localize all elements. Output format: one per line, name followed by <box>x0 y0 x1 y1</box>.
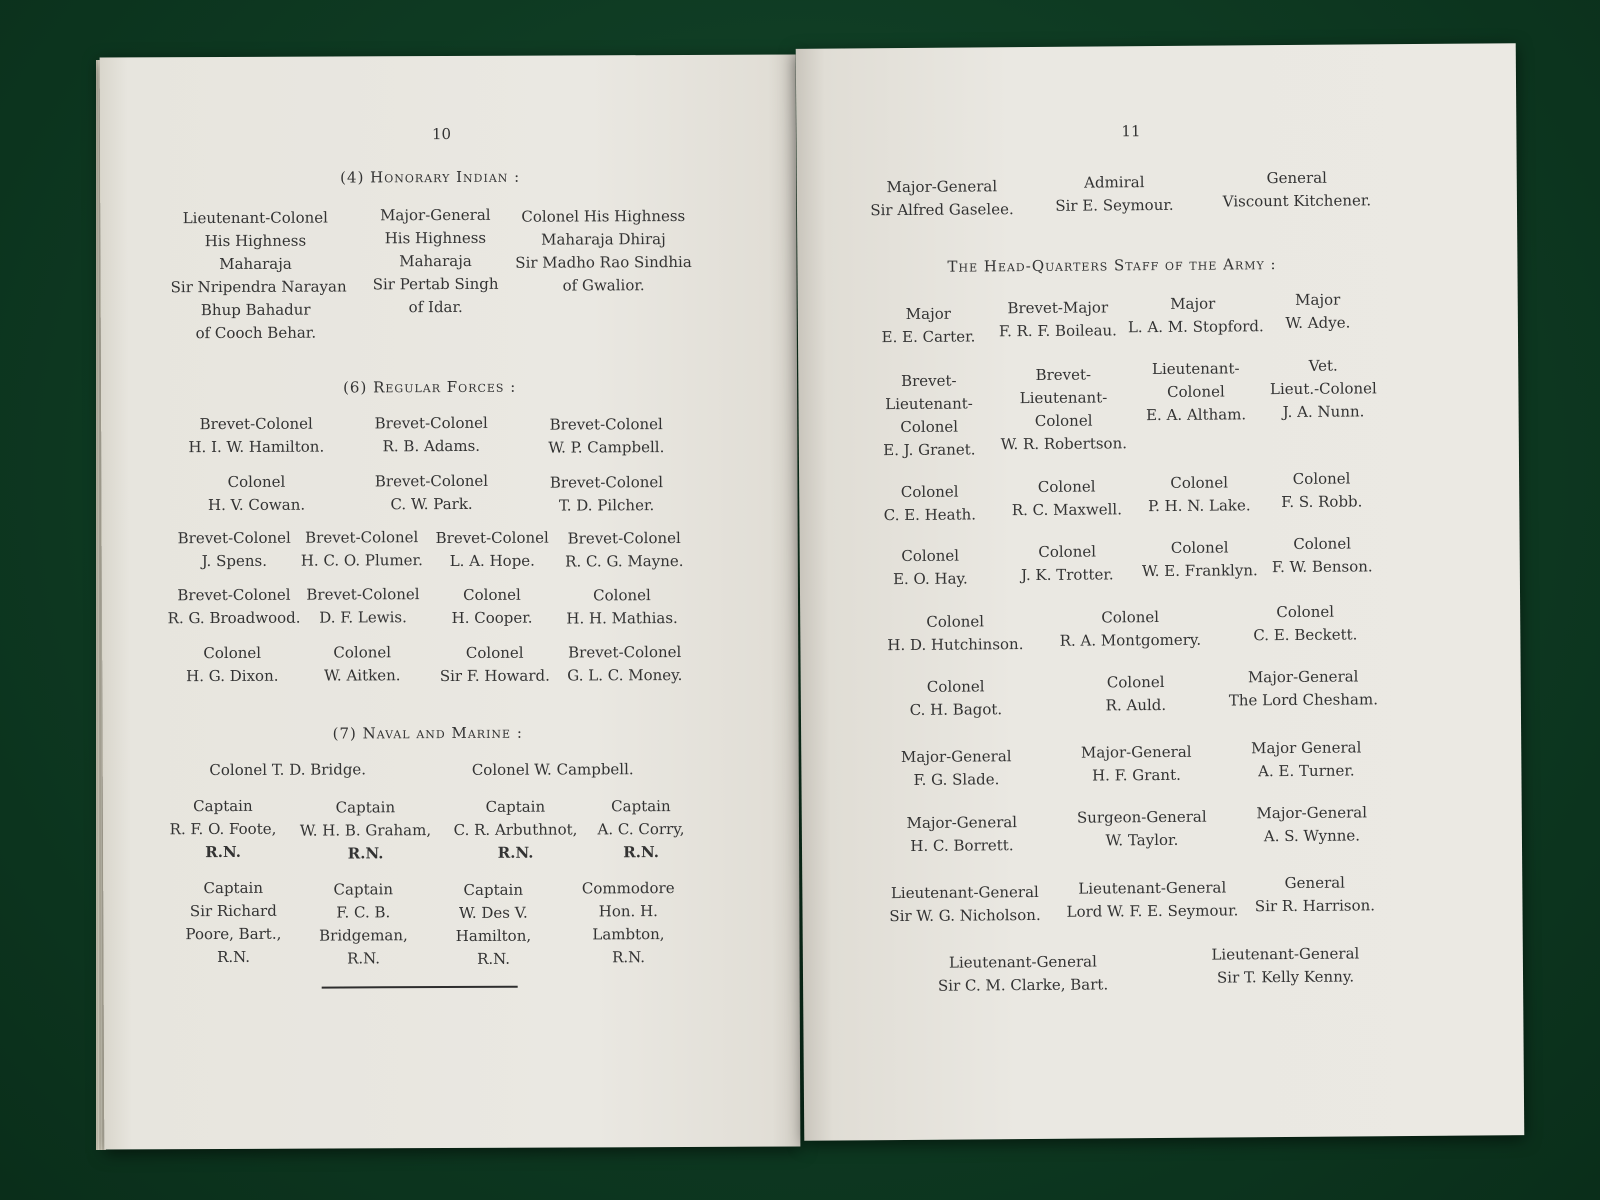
entry-naval: Colonel W. Campbell. <box>471 760 634 779</box>
end-rule <box>322 986 518 989</box>
entry-naval: Captain R. F. O. Foote, R.N. <box>169 796 277 862</box>
entry-regular: Brevet-Colonel T. D. Pilcher. <box>549 473 664 515</box>
entry-hq: Lieutenant-General Sir T. Kelly Kenny. <box>1211 944 1360 987</box>
entry-hq: Colonel R. Auld. <box>1105 672 1167 715</box>
section-honorary-indian-title: (4) Honorary Indian : <box>340 167 521 187</box>
left-page <box>100 54 801 1149</box>
right-page <box>796 43 1525 1141</box>
entry-regular: Brevet-Colonel W. P. Campbell. <box>548 415 665 457</box>
entry-hq: General Sir R. Harrison. <box>1254 873 1376 916</box>
entry-naval: Captain W. H. B. Graham, R.N. <box>299 798 432 863</box>
entry-regular: Brevet-Colonel C. W. Park. <box>374 471 489 514</box>
entry-regular: Colonel H. Cooper. <box>451 585 533 627</box>
entry-honorary-1: Lieutenant-Colonel His Highness Maharaja Sir Nripendra Narayan Bhup Bahadur of Cooch Behar. <box>170 208 347 343</box>
entry-naval: Commodore Hon. H. Lambton, R.N. <box>581 879 675 967</box>
entry-naval: Captain Sir Richard Poore, Bart., R.N. <box>185 878 282 967</box>
entry-regular: Brevet-Colonel H. I. W. Hamilton. <box>188 414 325 457</box>
entry-regular: Colonel H. V. Cowan. <box>207 472 306 515</box>
entry-naval: Colonel T. D. Bridge. <box>209 760 367 780</box>
entry-hq: Major-General A. S. Wynne. <box>1256 803 1368 846</box>
entry-hq: Lieutenant-General Lord W. F. E. Seymour. <box>1066 878 1239 921</box>
entry-hq: Colonel W. E. Franklyn. <box>1141 538 1258 581</box>
entry-hq: Major General A. E. Turner. <box>1251 738 1362 781</box>
entry-regular: Colonel W. Aitken. <box>324 643 401 685</box>
entry-regular: Colonel H. G. Dixon. <box>186 643 279 686</box>
entry-hq: Colonel R. C. Maxwell. <box>1011 477 1122 520</box>
entry-hq: Major-General F. G. Slade. <box>900 747 1012 789</box>
entry-naval: Captain F. C. B. Bridgeman, R.N. <box>319 880 408 968</box>
entry-top: General Viscount Kitchener. <box>1222 168 1372 211</box>
entry-top: Admiral Sir E. Seymour. <box>1055 173 1174 215</box>
entry-hq: Brevet-Major F. R. F. Boileau. <box>998 298 1117 341</box>
entry-hq: Colonel C. H. Bagot. <box>909 677 1003 719</box>
entry-hq: Lieutenant-General Sir C. M. Clarke, Bart. <box>937 952 1109 995</box>
entry-hq: Surgeon-General W. Taylor. <box>1076 807 1207 850</box>
entry-hq: Lieutenant-General Sir W. G. Nicholson. <box>889 882 1041 926</box>
entry-regular: Brevet-Colonel G. L. C. Money. <box>567 642 683 685</box>
entry-regular: Brevet-Colonel J. Spens. <box>177 528 291 571</box>
entry-hq: Major L. A. M. Stopford. <box>1127 294 1264 337</box>
entry-hq: Colonel E. O. Hay. <box>892 546 968 589</box>
entry-regular: Brevet-Colonel R. G. Broadwood. <box>167 585 301 628</box>
entry-hq: Major-General The Lord Chesham. <box>1228 667 1378 710</box>
entry-hq: Colonel C. E. Heath. <box>883 482 977 525</box>
entry-hq: Major-General H. F. Grant. <box>1080 742 1192 785</box>
entry-hq: Colonel P. H. N. Lake. <box>1147 473 1251 516</box>
section-naval-marine-title: (7) Naval and Marine : <box>332 723 523 743</box>
entry-regular: Colonel Sir F. Howard. <box>439 643 550 686</box>
entry-regular: Brevet-Colonel R. B. Adams. <box>374 413 488 456</box>
entry-regular: Brevet-Colonel R. C. G. Mayne. <box>565 528 684 571</box>
entry-hq: Colonel J. K. Trotter. <box>1021 542 1114 585</box>
page-number-right: 11 <box>1121 122 1141 141</box>
entry-naval: Captain C. R. Arbuthnot, R.N. <box>453 797 578 862</box>
entry-regular: Colonel H. H. Mathias. <box>566 586 678 628</box>
entry-hq: Lieutenant- Colonel E. A. Altham. <box>1145 359 1247 425</box>
entry-hq: Colonel F. S. Robb. <box>1281 469 1363 512</box>
entry-hq: Brevet- Lieutenant- Colonel W. R. Robertson. <box>1000 365 1128 454</box>
entry-hq: Colonel C. E. Beckett. <box>1253 602 1358 645</box>
entry-regular: Brevet-Colonel L. A. Hope. <box>435 528 549 571</box>
entry-honorary-2: Major-General His Highness Maharaja Sir Pertab Singh of Idar. <box>372 205 499 317</box>
entry-hq: Vet. Lieut.-Colonel J. A. Nunn. <box>1269 356 1377 422</box>
entry-hq: Colonel H. D. Hutchinson. <box>887 612 1024 655</box>
entry-hq: Major E. E. Carter. <box>881 304 976 347</box>
section-hq-staff-title: The Head-Quarters Staff of the Army : <box>947 255 1277 276</box>
page-number-left: 10 <box>431 124 452 144</box>
entry-hq: Colonel F. W. Benson. <box>1271 534 1373 577</box>
entry-hq: Colonel R. A. Montgomery. <box>1059 608 1202 650</box>
entry-hq: Major-General H. C. Borrett. <box>906 813 1018 855</box>
entry-regular: Brevet-Colonel D. F. Lewis. <box>306 585 420 627</box>
entry-naval: Captain A. C. Corry, R.N. <box>597 797 685 862</box>
entry-hq: Major W. Adye. <box>1285 290 1351 333</box>
entry-regular: Brevet-Colonel H. C. O. Plumer. <box>300 528 423 570</box>
entry-hq: Brevet- Lieutenant- Colonel E. J. Granet. <box>883 371 976 460</box>
entry-honorary-3: Colonel His Highness Maharaja Dhiraj Sir Madho Rao Sindhia of Gwalior. <box>515 206 692 295</box>
section-regular-forces-title: (6) Regular Forces : <box>343 377 517 397</box>
entry-top: Major-General Sir Alfred Gaselee. <box>870 177 1014 220</box>
entry-naval: Captain W. Des V. Hamilton, R.N. <box>455 880 532 968</box>
